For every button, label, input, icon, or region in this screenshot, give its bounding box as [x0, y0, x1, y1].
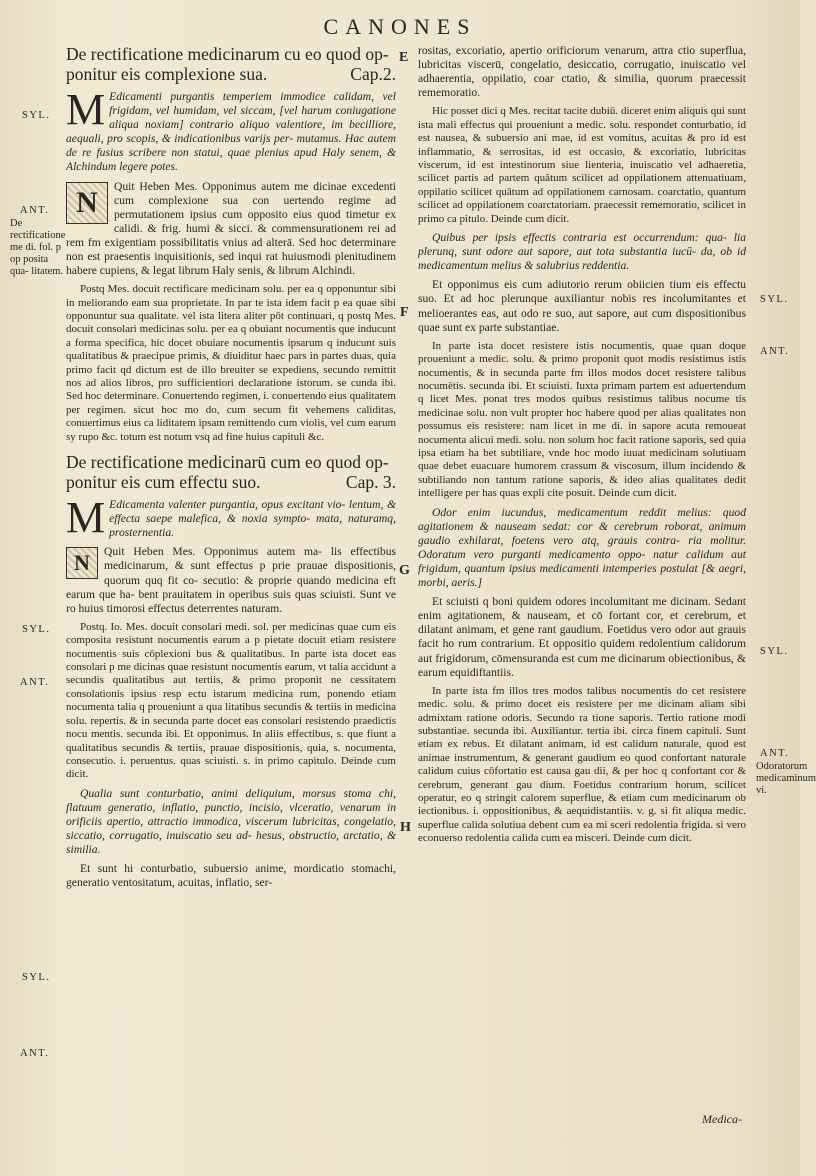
- margin-ant-2: ANT.: [20, 677, 50, 688]
- section-letter-f: F: [400, 305, 409, 320]
- decorated-initial-n-1: N: [66, 182, 108, 224]
- syl-text-2: M Edicamenta valenter purgantia, opus excitant vio- lentum, & effecta saepe malefica, & noxia sympto- mata, naturamq, prosternentia.: [66, 493, 396, 543]
- ant-text-2: N Quit Heben Mes. Opponimus autem ma- lis effectibus medicinarum, & sunt effectus p prie prauae dispositionis, quorum quq fit co- secutio: & proprie quando medicina eft earum que ha- bent prauitatem in operibus suis quas sciuisti. Sunt ve ro huius timorosi effectus deterrentes naturam.: [66, 545, 396, 615]
- commentary-5: In parte ista fm illos tres modos talibus nocumentis do cet resistere medic. solu. & primo docet eis resistere per me dicinam aliam sibi admixtam ratione odoris. Secundo ra tione saporis. Tertio ratione modi substantiae. secunda ibi. Auxiliantur. tertia ibi. circa finem capituli. Sunt etiam ex rebus. Et dilatant animam, id est calidum naturale, quod est animae instrumentum, & generant gaudium eo quod confortant naturale calidum cuius cōfortatio est causa gau dii, & per hoc q confortant cor & cerebrum, generant gau dium. Foetidus contrarium horum, scilicet operatur, eo q stringit calorem superflue, & etiam cum medicinarum ob iectionibus. i. oppositionibus, & aequidistantiis. v. g. si fit aliqua medic. superflue calida solutiua debent cum ea mi sceri redolentia frigida. si vero econuerso redolentia calida cum ea misceri. Deinde cum dicit.: [418, 684, 746, 845]
- running-head: CANONES: [323, 14, 477, 39]
- decorated-initial-n-2: N: [66, 547, 98, 579]
- initial-m-2: M: [66, 493, 106, 543]
- commentary-1: Postq Mes. docuit rectificare medicinam solu. per ea q opponuntur sibi in meliorando eam sua proprietate. In par te ista idem facit p ea quae sibi opponuntur sua qualitate. vel ista litera aliter pōt continuari, q postq Mes. docuit consolari medicinas solu. per ea q obuiant nocumentis que inducunt a forma specifica, hic docet obuiare nocumentis ipsarum q inducunt suis qualitatibus & praecipue primis, & diuiditur haec pars in partes duas, quia primo facit qd dictum est de illo breuiter se expediens, secundo remittit nos ad alios libros, pro sufficientiori declaratione istorum. se cunda ibi. Sed hoc determinare. Conuertendo regimen, i. conuertendo eius qualitatem per regimen. sicut hoc mo do, cum secum fit vehemens caliditas, conuertimus eius ca liditatem ipsam remittendo cum violis, vel cum earum sy rupo &c. totum est notum vsq ad fine huius capituli &c.: [66, 283, 396, 443]
- commentary-3: Hic posset dici q Mes. recitat tacite dubiū. diceret enim aliquis qui sunt ista mali effectus qui proueniunt a medic. solu. respondet conturbatio, id est nausea, & subuersio ani mae, id est vomitus, acuitas & pro id est inflammatio, & serrositas, id est occasio, & excoriatio, lubricitas viscerum, id est intestinorum siue lienteria, inuiscatio vel adhaeretia, scilicet partis ad partem quātum scilicet ad oppilationem attenuatiuam, oppilatio scilicet quātum ad oppilationem carnosam. coarctatio, quantum scilicet ad oppilationem coarctatoriam. praecessit rememoratio, scilicet in primo ca pitulo. Deinde cum dicit.: [418, 105, 746, 225]
- margin-ant-3: ANT.: [20, 1048, 50, 1059]
- chapter-2-number: Cap.2.: [350, 64, 396, 84]
- catchword: Medica-: [702, 1112, 742, 1126]
- commentary-2: Postq. Io. Mes. docuit consolari medi. sol. per medicinas quae cum eis composita resistunt nocumentis earum a p pietate docuit etiam resistere nocumentis suis cōplexioni bus & qualitatibus. In parte ista docet eas consolari p me dicinas quae resistunt nocumentis earum, vt talia accidunt a secundis qualitatibus aut tertiis, & primo proponit ne cessitatem consolationis ipsius resp ectu istarum medicina rum, ponendo etiam nocumenta talia q proueniunt a qua litatibus secundis & tertiis in medicina solu. repertis. & in secunda parte docet eas consolari resistendo praedictis nocu mentis. secunda ibi. Et opponimus. In aliis effectibus, s. que fiunt a qualitatibus secundis & tertiis, prauae dispositionis, quia, s. nocumenta, consecutio. i. peruentus. quas sciuisti. s. in primo capitulo. Deinde cum dicit.: [66, 620, 396, 781]
- margin-right-syl-2: SYL.: [760, 646, 789, 657]
- initial-m-1: M: [66, 85, 106, 134]
- ant-text-3: Et sunt hi conturbatio, subuersio anime, mordicatio stomachi, generatio ventositatum, acuitas, inflatio, ser-: [66, 862, 396, 890]
- margin-right-note-odors: Odoratorum medicaminum vi.: [756, 761, 816, 796]
- right-syl-text-1: Quibus per ipsis effectis contraria est occurrendum: qua- lia plerunq, sunt odore aut sapore, aut tota substantia iucū- da, ob id medicamentum melius & salubrius reddentia.: [418, 231, 746, 273]
- ant-text-1: N Quit Heben Mes. Opponimus autem me dicinae excedenti cum complexione sua con uertendo regime ad permutationem ipsius cum opposito eius quod timetur ex calidi. & frig. humi & sicci. & commensurationem rei ad rem fm exigentiam possibilitatis vnius ad alterā. Sed hoc determinare non est praesentis inquisitionis, sed inqui rat huiusmodi plenitudinem habere cupiens, & legat librum Haly senis, & librum Alchindi.: [66, 179, 396, 278]
- chapter-3-heading: [66, 452, 396, 492]
- continuation-text: rositas, excoriatio, apertio orificiorum venarum, attra ctio superflua, lubricitas viscerū, congelatio, desiccatio, corrugatio, inuiscatio vel adhaerentia, oppilatio, coar ctatio, & similia, quorum praecessit rememoratio.: [418, 44, 746, 100]
- left-column: [66, 44, 396, 895]
- margin-syl-3: SYL.: [22, 972, 51, 983]
- syl-text-3: Qualia sunt conturbatio, animi deliquium, morsus stoma chi, flatuum generatio, inflatio, punctio, incisio, vlceratio, venarum in orificiis apertio, attractio immodica, viscerum lubricitas, congelatio, siccatio, corrugatio, inuiscatio seu ad- hesus, obstructio, arctatio, & similia.: [66, 786, 396, 857]
- right-column: [418, 44, 746, 851]
- chapter-2-title: De rectificatione medicinarum cu eo quod op- ponitur eis complexione sua.: [66, 44, 389, 84]
- right-ant-text-1: Et opponimus eis cum adiutorio rerum obiicien tium eis effectu suo. Et ad hoc plerunque auxiliantur nobis res incolumitantes et melioerantes eas, aut odo re suo, aut sapore, aut cum dispositionibus quae sunt ex parte substantiae.: [418, 278, 746, 334]
- margin-ant-1: ANT.: [20, 205, 50, 216]
- syl-text-1: M Edicamenti purgantis temperiem immodice calidam, vel frigidam, vel humidam, vel siccam, [vel harum coniugatione aliqua noxiam] contrario aliquo valentiore, im becilliore, aequali, pro scopis, & indicationibus varijs per- mutamus. Hac autem de re fusius scribere non statui, quae plenius apud Haly senem, & Alchindum legere potes.: [66, 85, 396, 174]
- margin-right-ant-2: ANT.: [760, 748, 790, 759]
- section-letter-g: G: [399, 563, 410, 578]
- margin-note-rectification: De rectificatione me di. fol. p op posita qua- litatem.: [10, 218, 66, 277]
- margin-syl-1: SYL.: [22, 110, 51, 121]
- right-ant-text-2: Et sciuisti q boni quidem odores incolumitant me dicinam. Sedant enim agitationem, & nauseam, et cō fortant cor, et cerebrum, et dilatant animam, et gene rant gaudium. Foetidus vero odor aut grauis facit ho rum contrarium. Et oppositio quidem redolentium calidorum aut frigidorum, cōmensuranda est cum me dicinarum obiectionibus, & earum equidiftantiis.: [418, 595, 746, 679]
- chapter-2-heading: [66, 44, 396, 84]
- section-letter-h: H: [400, 820, 411, 835]
- margin-syl-2: SYL.: [22, 624, 51, 635]
- chapter-3-number: Cap. 3.: [345, 472, 396, 493]
- section-letter-e: E: [399, 50, 409, 65]
- margin-right-syl-1: SYL.: [760, 294, 789, 305]
- right-syl-text-2: Odor enim iucundus, medicamentum reddit melius: quod agitationem & nauseam sedat: cor & cerebrum roborat, animum gaudio exhilarat, foetens vero atq, grauis contra- ria molitur. Odoratum vero purganti medicamento oppo- natur calidum aut frigidum, quantum ipsius medicamenti intemperies postulat [& aegri, morbi, aeris.]: [418, 505, 746, 590]
- commentary-4: In parte ista docet resistere istis nocumentis, quae quan doque proueniunt a medic. solu. & primo proponit quot modis resistimus istis nocumentis, & in secunda parte fm illos modos docet resistere talibus nocumētis. secunda ibi. Et sciuisti. Iuxta primam partem est aduertendum q licet Mes. ponat tres modos quibus resistimus talibus nocume tis medicinae solu. non vult propter hoc habere quod per alias qualitates non possumus eis resistere: nam licet in me di. in sapore acuta remoueat nocumenta alicui medi. solu. non solum hoc facit ratione saporis, sed quia ipsa etiam ha bet subtiliare, vnde hoc modo iuuat medicinam solutiuam quae debet euacuare humorem crassum & viscosum, illum incidendo & subtiliando non tantum ratione saporis, & ideo alias qualitates dedit intelligere per has quas expli cite posuit. Deinde cum dicit.: [418, 339, 746, 500]
- margin-right-ant-1: ANT.: [760, 346, 790, 357]
- chapter-3-title: De rectificatione medicinarū cum eo quod op- ponitur eis cum effectu suo.: [66, 452, 389, 493]
